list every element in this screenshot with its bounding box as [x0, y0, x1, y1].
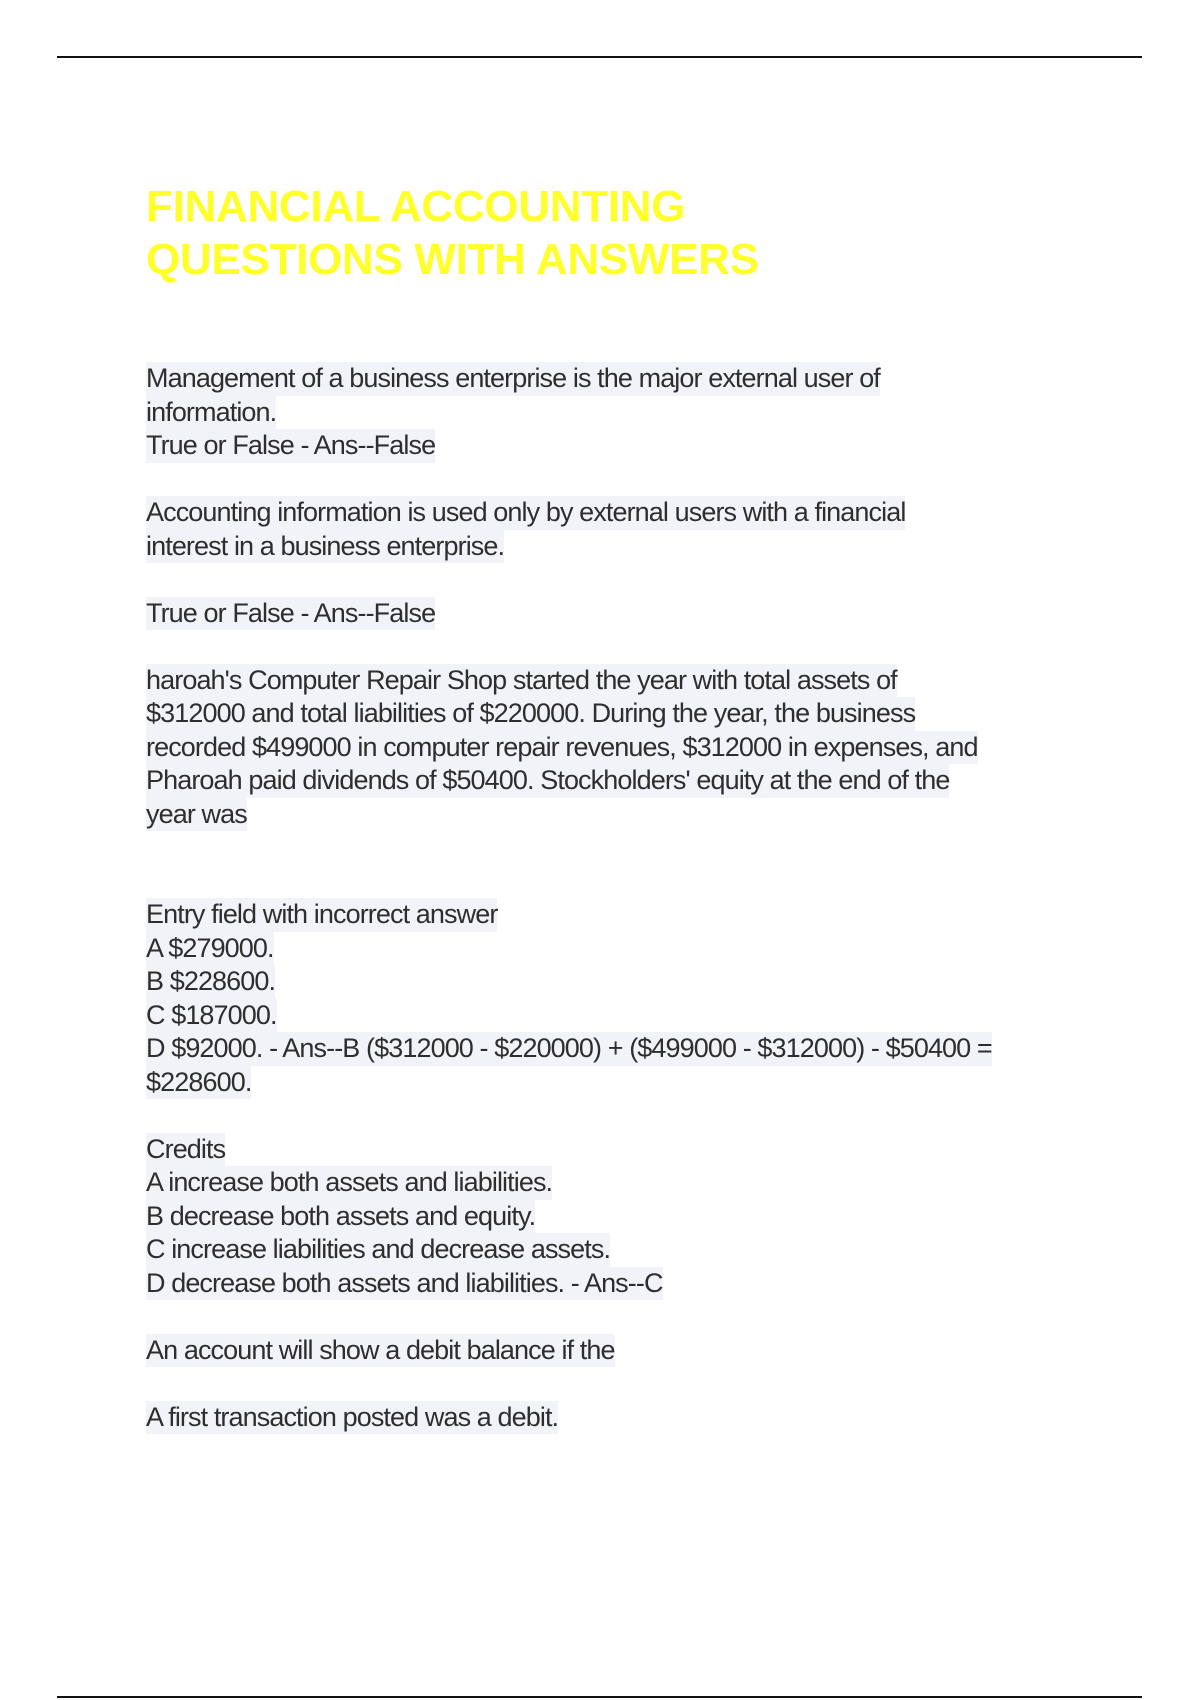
text-line: $312000 and total liabilities of $220000. During the year, the business: [146, 697, 915, 731]
option-line: B $228600.: [146, 965, 275, 999]
bottom-rule: [57, 1696, 1142, 1698]
qa-block-7: [146, 1334, 1086, 1368]
text-line: information.: [146, 396, 276, 430]
option-line: C increase liabilities and decrease assets.: [146, 1233, 610, 1267]
text-line: year was: [146, 798, 247, 832]
text-line: Entry field with incorrect answer: [146, 898, 497, 932]
document-title: [146, 180, 1086, 286]
text-line: Pharoah paid dividends of $50400. Stockholders' equity at the end of the: [146, 764, 949, 798]
option-line: B decrease both assets and equity.: [146, 1200, 535, 1234]
text-line: interest in a business enterprise.: [146, 530, 504, 564]
qa-block-8: [146, 1401, 1086, 1435]
option-line: D $92000. - Ans--B ($312000 - $220000) + ($499000 - $312000) - $50400 =: [146, 1032, 992, 1066]
text-line: Credits: [146, 1133, 225, 1167]
answer-line: True or False - Ans--False: [146, 429, 435, 463]
qa-block-1: [146, 362, 1086, 463]
text-line: Accounting information is used only by external users with a financial: [146, 496, 905, 530]
text-line: Management of a business enterprise is the major external user of: [146, 362, 880, 396]
title-line-1: FINANCIAL ACCOUNTING: [146, 182, 686, 231]
option-line: A $279000.: [146, 932, 274, 966]
answer-line: True or False - Ans--False: [146, 597, 435, 631]
text-line: haroah's Computer Repair Shop started the year with total assets of: [146, 664, 897, 698]
qa-block-3: [146, 597, 1086, 631]
qa-block-2: [146, 496, 1086, 563]
text-line: recorded $499000 in computer repair revenues, $312000 in expenses, and: [146, 731, 978, 765]
text-line: A first transaction posted was a debit.: [146, 1401, 558, 1435]
answer-line: $228600.: [146, 1066, 251, 1100]
top-rule: [57, 56, 1142, 58]
qa-block-6: [146, 1133, 1086, 1301]
option-line: A increase both assets and liabilities.: [146, 1166, 552, 1200]
option-line: D decrease both assets and liabilities. - Ans--C: [146, 1267, 663, 1301]
option-line: C $187000.: [146, 999, 277, 1033]
text-line: An account will show a debit balance if the: [146, 1334, 615, 1368]
qa-block-4: [146, 664, 1086, 832]
title-line-2: QUESTIONS WITH ANSWERS: [146, 235, 759, 284]
document-body: [146, 180, 1086, 1434]
qa-block-5: [146, 898, 1086, 1099]
qa-list: [146, 362, 1086, 1434]
